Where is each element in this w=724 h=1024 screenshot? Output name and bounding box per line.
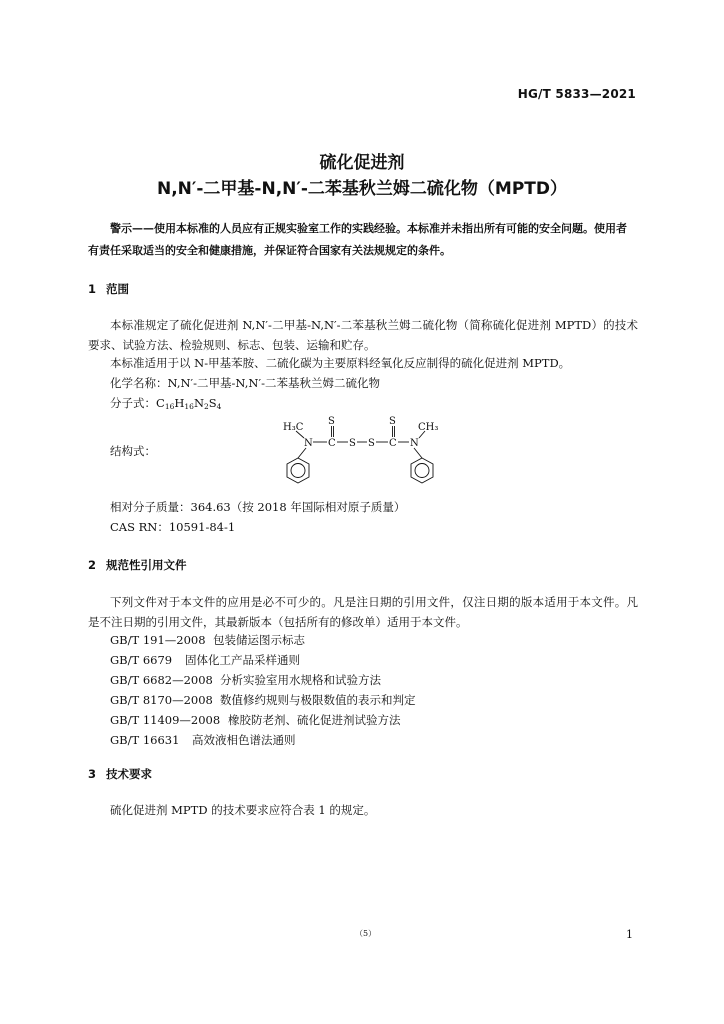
- carbon-right: C: [389, 438, 397, 449]
- cas-number: CAS RN：10591-84-1: [110, 520, 236, 534]
- section-3-para: 硫化促进剂 MPTD 的技术要求应符合表 1 的规定。: [110, 803, 376, 817]
- reference-code: GB/T 191—2008: [110, 633, 206, 647]
- reference-title: 高效液相色谱法通则: [192, 733, 296, 747]
- section-number: 2: [88, 558, 97, 572]
- sulfur-bridge-2: S: [368, 438, 375, 449]
- reference-title: 分析实验室用水规格和试验方法: [220, 673, 381, 687]
- nitrogen-right: N: [410, 438, 419, 449]
- section-2-para: 下列文件对于本文件的应用是必不可少的。凡是注日期的引用文件，仅注日期的版本适用于本文件。凡是不注日期的引用文件，其最新版本（包括所有的修改单）适用于本文件。: [88, 595, 638, 629]
- structural-formula-diagram: [265, 410, 465, 492]
- reference-item: [110, 712, 401, 728]
- reference-item: [110, 632, 305, 648]
- thione-sulfur-left: S: [328, 416, 335, 427]
- reference-code: GB/T 11409—2008: [110, 713, 221, 727]
- reference-title: 固体化工产品采样通则: [185, 653, 300, 667]
- reference-item: [110, 652, 300, 668]
- formula-subscript: 4: [216, 402, 222, 411]
- document-title-line1: 硫化促进剂: [319, 153, 405, 173]
- formula-subscript: 2: [204, 402, 209, 411]
- section-title: 技术要求: [106, 767, 152, 781]
- nitrogen-left: N: [304, 438, 313, 449]
- section-number: 3: [88, 767, 97, 781]
- molecular-mass: 相对分子质量：364.63（按 2018 年国际相对原子质量）: [110, 500, 406, 514]
- formula-element: N: [193, 396, 204, 410]
- section-2-heading: [88, 557, 187, 573]
- formula-element: C: [156, 396, 165, 410]
- section-title: 范围: [106, 282, 129, 296]
- reference-code: GB/T 16631: [110, 733, 180, 747]
- section-number: 1: [88, 282, 97, 296]
- formula-element: S: [208, 396, 217, 410]
- page-number: 1: [626, 928, 633, 941]
- section-1-para1: 本标准规定了硫化促进剂 N,N′-二甲基-N,N′-二苯基秋兰姆二硫化物（简称硫化促进剂 MPTD）的技术要求、试验方法、检验规则、标志、包装、运输和贮存。: [88, 318, 638, 352]
- section-1-heading: [88, 281, 129, 297]
- footer-sequence: （5）: [355, 929, 377, 938]
- bond-lines: [296, 426, 425, 458]
- section-1-para2: 本标准适用于以 N-甲基苯胺、二硫化碳为主要原料经氧化反应制得的硫化促进剂 MPTD。: [110, 356, 571, 370]
- reference-code: GB/T 6679: [110, 653, 173, 667]
- section-title: 规范性引用文件: [106, 558, 187, 572]
- methyl-group-left: H₃C: [283, 422, 304, 433]
- thione-sulfur-right: S: [389, 416, 396, 427]
- reference-code: GB/T 8170—2008: [110, 693, 213, 707]
- benzene-ring-icon: [287, 458, 309, 483]
- reference-title: 橡胶防老剂、硫化促进剂试验方法: [228, 713, 401, 727]
- formula-subscript: 16: [164, 402, 175, 411]
- sulfur-bridge-1: S: [349, 438, 356, 449]
- reference-title: 包装储运图示标志: [213, 633, 305, 647]
- carbon-left: C: [328, 438, 336, 449]
- warning-paragraph: 警示——使用本标准的人员应有正规实验室工作的实践经验。本标准并未指出所有可能的安全问题。使用者有责任采取适当的安全和健康措施，并保证符合国家有关法规规定的条件。: [88, 222, 627, 257]
- formula-label: 分子式：: [110, 396, 156, 410]
- benzene-ring-icon: [411, 458, 433, 483]
- methyl-group-right: CH₃: [418, 422, 439, 433]
- formula-subscript: 16: [184, 402, 194, 411]
- reference-item: [110, 672, 381, 688]
- reference-item: [110, 732, 296, 748]
- molecular-formula: [110, 393, 221, 417]
- reference-item: [110, 692, 416, 708]
- formula-element: H: [174, 396, 185, 410]
- structure-label: 结构式：: [110, 444, 156, 458]
- document-title-line2: N,N′-二甲基-N,N′-二苯基秋兰姆二硫化物（MPTD）: [156, 179, 568, 199]
- reference-code: GB/T 6682—2008: [110, 673, 213, 687]
- standard-code: HG/T 5833—2021: [517, 87, 636, 101]
- reference-title: 数值修约规则与极限数值的表示和判定: [220, 693, 416, 707]
- chemical-name: 化学名称：N,N′-二甲基-N,N′-二苯基秋兰姆二硫化物: [110, 376, 380, 390]
- section-3-heading: [88, 766, 152, 782]
